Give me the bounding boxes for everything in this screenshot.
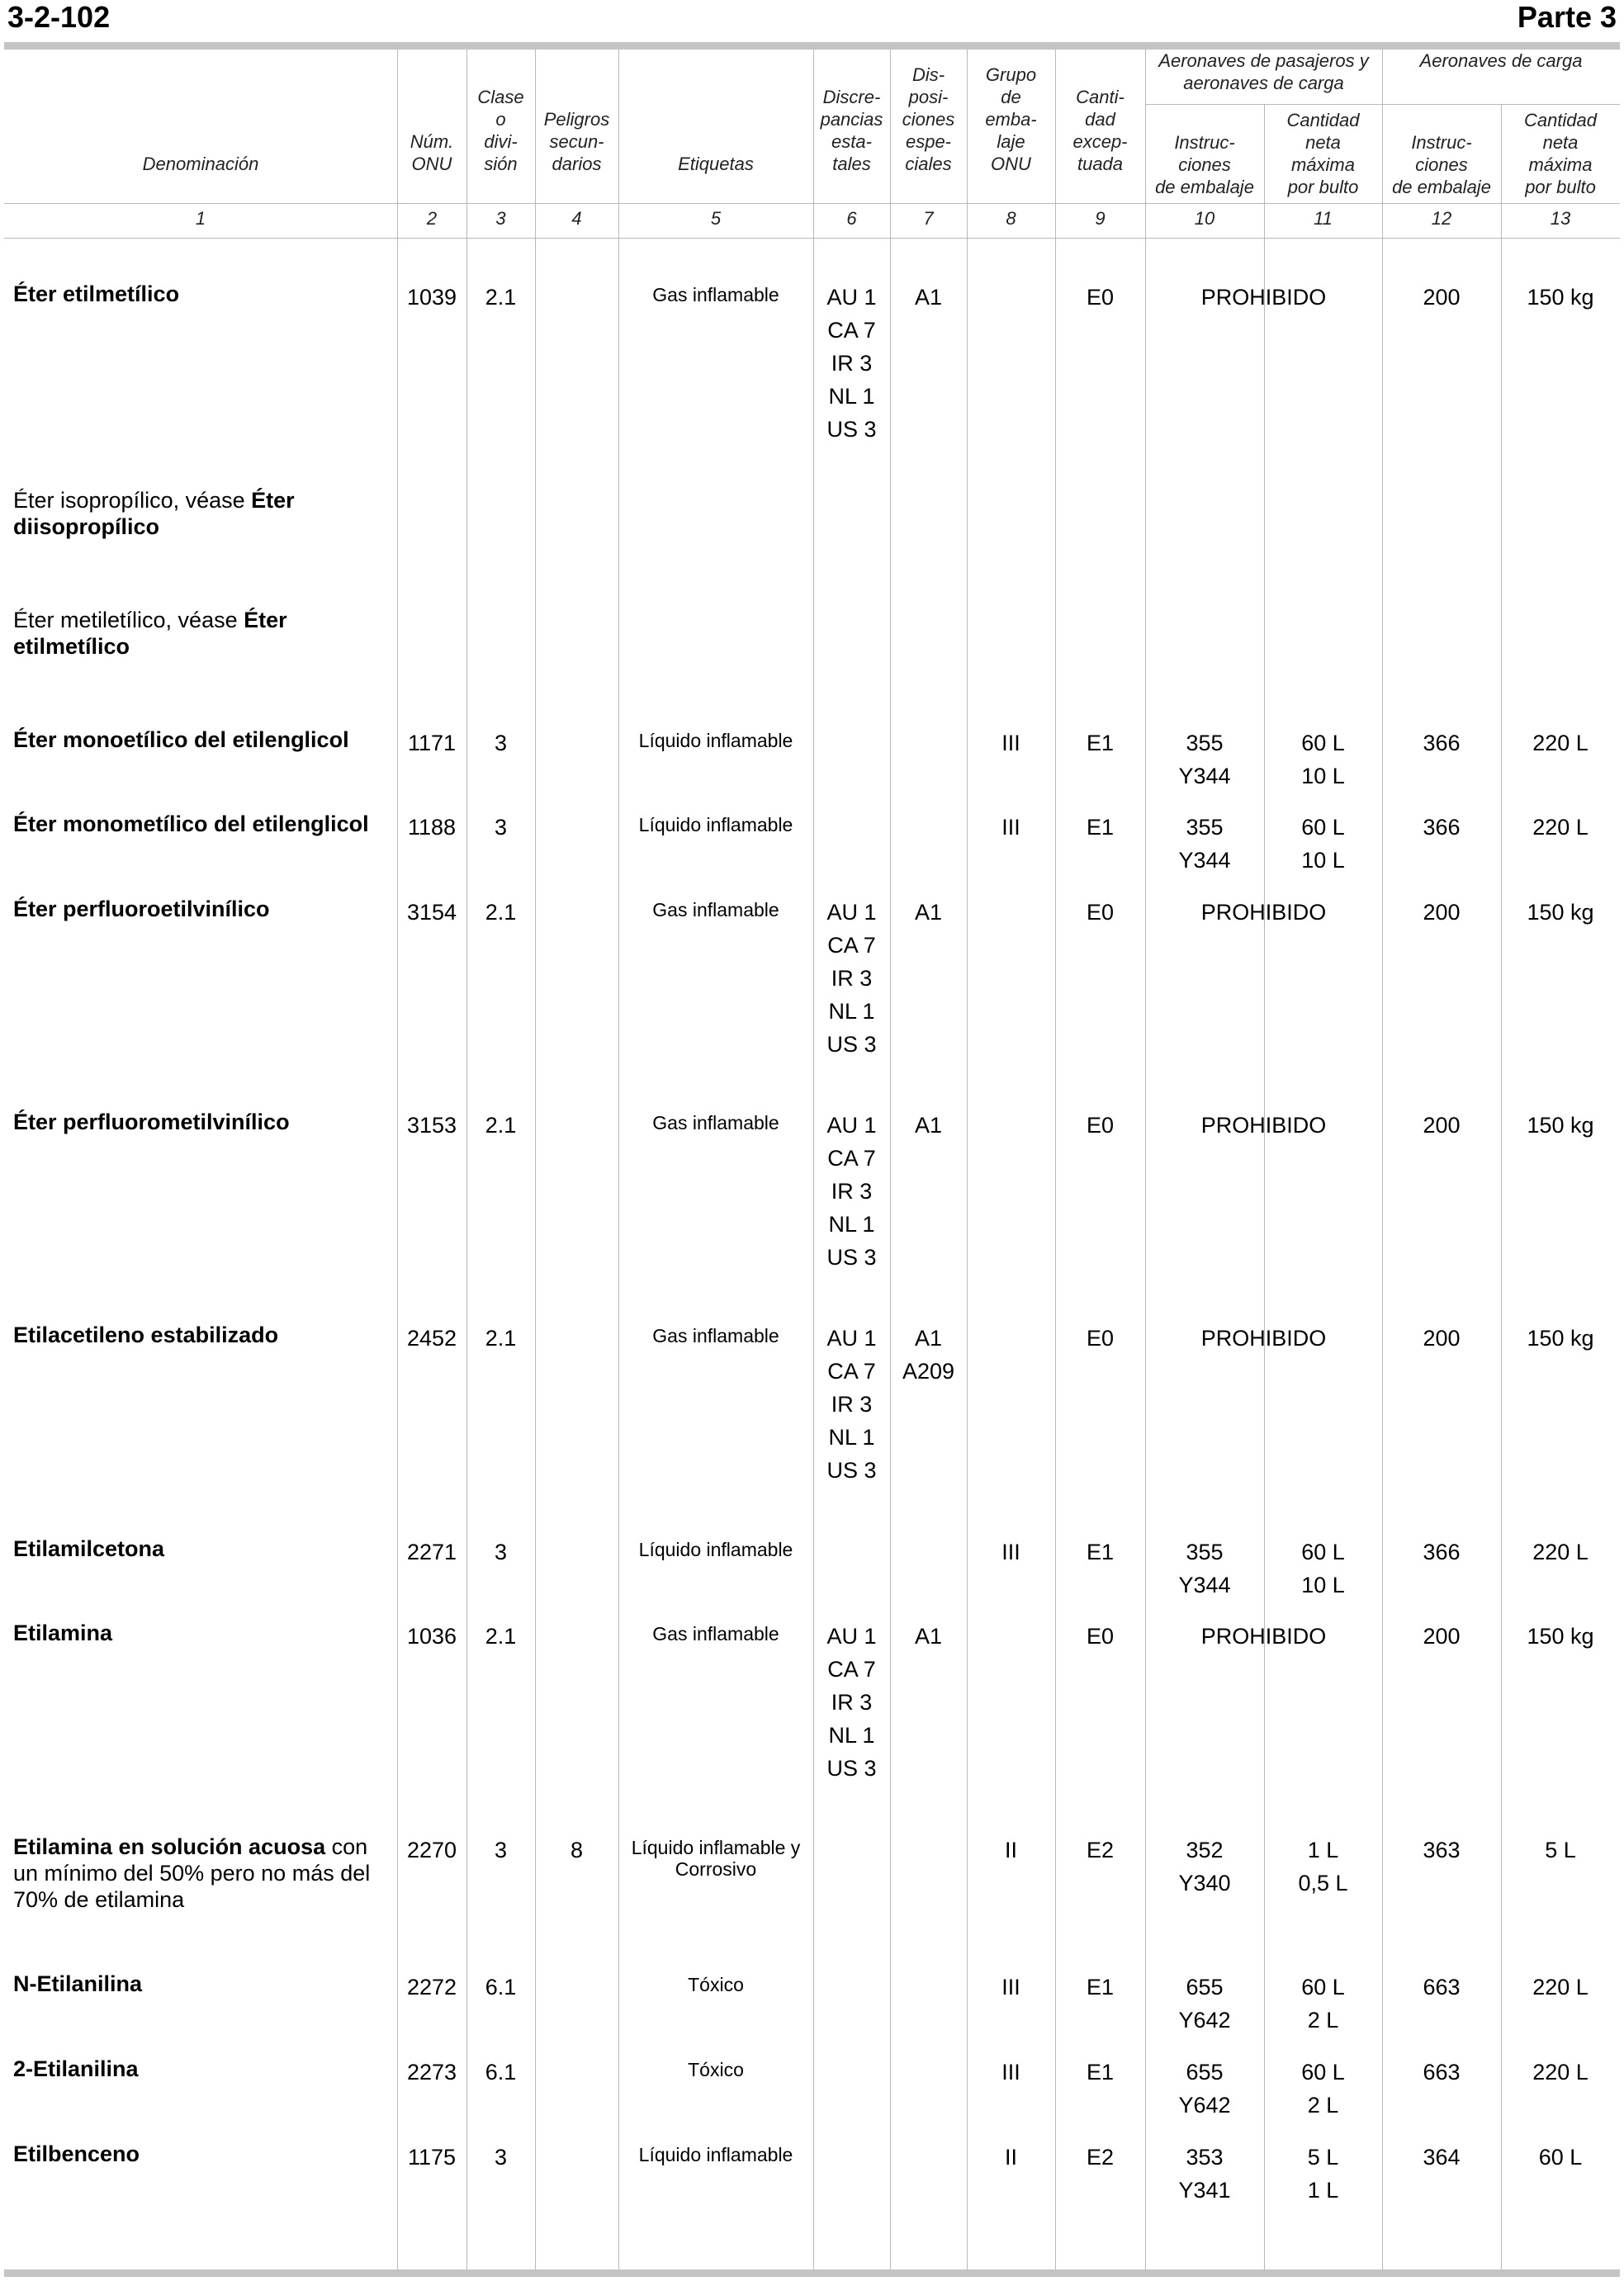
class-division: 2.1 bbox=[485, 1624, 517, 1649]
column-number: 7 bbox=[923, 208, 934, 229]
row-name: N-Etilanilina bbox=[13, 1971, 143, 1996]
row-name: Éter perfluoroetilvinílico bbox=[13, 897, 270, 921]
cargo-max-net-quantity: 220 L bbox=[1532, 1540, 1588, 1564]
passenger-prohibited: PROHIBIDO bbox=[1200, 1326, 1327, 1351]
part-label: Parte 3 bbox=[1517, 0, 1617, 34]
class-division: 2.1 bbox=[485, 1326, 517, 1351]
column-header-7: Dis- posi- ciones espe- ciales bbox=[902, 64, 955, 174]
class-division: 6.1 bbox=[485, 1975, 517, 1999]
hazard-label: Líquido inflamable bbox=[638, 1539, 793, 1560]
excepted-quantity: E0 bbox=[1086, 1624, 1115, 1649]
cargo-max-net-quantity: 220 L bbox=[1532, 731, 1588, 755]
cargo-packing-instruction: 200 bbox=[1423, 1624, 1461, 1649]
passenger-max-net-quantity: 60 L 10 L bbox=[1301, 1540, 1345, 1597]
passenger-max-net-quantity: 1 L 0,5 L bbox=[1298, 1838, 1348, 1895]
passenger-packing-instruction: 355 Y344 bbox=[1178, 815, 1231, 873]
class-division: 3 bbox=[494, 731, 508, 755]
cargo-packing-instruction: 364 bbox=[1423, 2145, 1461, 2170]
row-name: Éter perfluorometilvinílico bbox=[13, 1110, 290, 1134]
class-division: 2.1 bbox=[485, 900, 517, 925]
passenger-packing-instruction: 352 Y340 bbox=[1178, 1838, 1231, 1895]
un-number: 2271 bbox=[406, 1540, 457, 1564]
special-provisions: A1 A209 bbox=[902, 1326, 955, 1384]
hazard-label: Gas inflamable bbox=[652, 899, 779, 920]
class-division: 2.1 bbox=[485, 1113, 517, 1138]
column-header-3: Clase o divi- sión bbox=[477, 87, 524, 174]
excepted-quantity: E1 bbox=[1086, 1975, 1115, 1999]
excepted-quantity: E1 bbox=[1086, 1540, 1115, 1564]
column-header-4: Peligros secun- darios bbox=[543, 109, 610, 174]
excepted-quantity: E2 bbox=[1086, 2145, 1115, 2170]
cargo-packing-instruction: 200 bbox=[1423, 1326, 1461, 1351]
passenger-max-net-quantity: 5 L 1 L bbox=[1307, 2145, 1339, 2203]
special-provisions: A1 bbox=[914, 1624, 943, 1649]
state-variations: AU 1 CA 7 IR 3 NL 1 US 3 bbox=[826, 1624, 877, 1781]
group-header-passenger: Aeronaves de pasajeros y aeronaves de carga bbox=[1158, 50, 1369, 93]
passenger-packing-instruction: 353 Y341 bbox=[1178, 2145, 1231, 2203]
state-variations: AU 1 CA 7 IR 3 NL 1 US 3 bbox=[826, 900, 877, 1057]
un-number: 1171 bbox=[407, 731, 457, 755]
hazard-label: Gas inflamable bbox=[652, 284, 779, 305]
un-number: 1039 bbox=[406, 285, 457, 310]
class-division: 3 bbox=[494, 1838, 508, 1862]
class-division: 6.1 bbox=[485, 2060, 517, 2085]
column-number: 9 bbox=[1095, 208, 1106, 229]
column-header-6: Discre- pancias esta- tales bbox=[820, 87, 883, 174]
packing-group: II bbox=[1004, 1838, 1017, 1862]
un-number: 1188 bbox=[407, 815, 457, 840]
cargo-packing-instruction: 663 bbox=[1423, 1975, 1461, 1999]
excepted-quantity: E1 bbox=[1086, 815, 1115, 840]
hazard-label: Gas inflamable bbox=[652, 1112, 779, 1133]
special-provisions: A1 bbox=[914, 900, 943, 925]
group-header-cargo: Aeronaves de carga bbox=[1419, 50, 1583, 71]
excepted-quantity: E2 bbox=[1086, 1838, 1115, 1862]
passenger-packing-instruction: 655 Y642 bbox=[1178, 2060, 1231, 2118]
cargo-packing-instruction: 366 bbox=[1423, 731, 1461, 755]
column-number: 11 bbox=[1314, 208, 1333, 229]
column-divider bbox=[967, 50, 968, 2269]
state-variations: AU 1 CA 7 IR 3 NL 1 US 3 bbox=[826, 1326, 877, 1483]
row-name: Etilbenceno bbox=[13, 2141, 140, 2166]
column-number: 5 bbox=[710, 208, 722, 229]
row-name: Éter monoetílico del etilenglicol bbox=[13, 727, 349, 752]
cargo-max-net-quantity: 60 L bbox=[1538, 2145, 1583, 2170]
excepted-quantity: E0 bbox=[1086, 285, 1115, 310]
column-header-5: Etiquetas bbox=[678, 154, 754, 174]
passenger-prohibited: PROHIBIDO bbox=[1200, 900, 1327, 925]
un-number: 1175 bbox=[407, 2145, 457, 2170]
group-header-divider bbox=[1145, 104, 1620, 105]
column-header-13: Cantidad neta máxima por bulto bbox=[1523, 110, 1598, 197]
column-number: 1 bbox=[195, 208, 206, 229]
state-variations: AU 1 CA 7 IR 3 NL 1 US 3 bbox=[826, 1113, 877, 1270]
header-divider bbox=[4, 203, 1620, 204]
passenger-max-net-quantity: 60 L 10 L bbox=[1301, 815, 1345, 873]
row-name: Etilamina bbox=[13, 1621, 113, 1645]
section-code: 3-2-102 bbox=[7, 0, 111, 34]
column-header-11: Cantidad neta máxima por bulto bbox=[1286, 110, 1360, 197]
column-divider bbox=[1501, 105, 1502, 2269]
column-header-8: Grupo de emba- laje ONU bbox=[985, 64, 1037, 174]
bottom-rule bbox=[4, 2269, 1620, 2277]
excepted-quantity: E0 bbox=[1086, 1326, 1115, 1351]
packing-group: II bbox=[1004, 2145, 1017, 2170]
special-provisions: A1 bbox=[914, 285, 943, 310]
column-header-10: Instruc- ciones de embalaje bbox=[1155, 132, 1254, 197]
column-number: 12 bbox=[1431, 208, 1452, 229]
passenger-packing-instruction: 655 Y642 bbox=[1178, 1975, 1231, 2033]
packing-group: III bbox=[1001, 731, 1020, 755]
column-divider bbox=[1382, 50, 1383, 2269]
cargo-max-net-quantity: 150 kg bbox=[1527, 285, 1594, 310]
column-divider bbox=[535, 50, 536, 2269]
hazard-label: Gas inflamable bbox=[652, 1325, 779, 1346]
class-division: 2.1 bbox=[485, 285, 517, 310]
column-header-9: Canti- dad excep- tuada bbox=[1072, 87, 1128, 174]
cargo-packing-instruction: 366 bbox=[1423, 1540, 1461, 1564]
row-name: Éter metiletílico, véase Éter etilmetílico bbox=[13, 608, 287, 659]
un-number: 1036 bbox=[406, 1624, 457, 1649]
un-number: 2273 bbox=[406, 2060, 457, 2085]
top-rule bbox=[4, 42, 1620, 50]
hazard-label: Líquido inflamable bbox=[638, 814, 793, 835]
row-name: Etilamilcetona bbox=[13, 1536, 165, 1561]
excepted-quantity: E1 bbox=[1086, 2060, 1115, 2085]
passenger-packing-instruction: 355 Y344 bbox=[1178, 1540, 1231, 1597]
hazard-label: Gas inflamable bbox=[652, 1623, 779, 1644]
packing-group: III bbox=[1001, 1540, 1020, 1564]
un-number: 2270 bbox=[406, 1838, 457, 1862]
cargo-max-net-quantity: 150 kg bbox=[1527, 1113, 1594, 1138]
excepted-quantity: E1 bbox=[1086, 731, 1115, 755]
cargo-max-net-quantity: 5 L bbox=[1545, 1838, 1576, 1862]
column-number: 6 bbox=[846, 208, 857, 229]
cargo-packing-instruction: 663 bbox=[1423, 2060, 1461, 2085]
special-provisions: A1 bbox=[914, 1113, 943, 1138]
column-divider bbox=[890, 50, 891, 2269]
column-divider bbox=[397, 50, 398, 2269]
packing-group: III bbox=[1001, 815, 1020, 840]
hazard-label: Líquido inflamable y Corrosivo bbox=[631, 1837, 801, 1880]
class-division: 3 bbox=[494, 1540, 508, 1564]
row-name: Éter isopropílico, véase Éter diisopropílico bbox=[13, 488, 295, 539]
row-name: 2-Etilanilina bbox=[13, 2056, 139, 2081]
column-number-divider bbox=[4, 238, 1620, 239]
cargo-max-net-quantity: 220 L bbox=[1532, 1975, 1588, 1999]
un-number: 3154 bbox=[406, 900, 457, 925]
subsidiary-hazard: 8 bbox=[570, 1838, 584, 1862]
passenger-prohibited: PROHIBIDO bbox=[1200, 1624, 1327, 1649]
column-header-12: Instruc- ciones de embalaje bbox=[1392, 132, 1491, 197]
cargo-packing-instruction: 363 bbox=[1423, 1838, 1461, 1862]
column-number: 3 bbox=[495, 208, 506, 229]
column-number: 2 bbox=[426, 208, 438, 229]
passenger-prohibited: PROHIBIDO bbox=[1200, 285, 1327, 310]
un-number: 2452 bbox=[406, 1326, 457, 1351]
column-divider bbox=[1055, 50, 1056, 2269]
excepted-quantity: E0 bbox=[1086, 900, 1115, 925]
row-name: Etilacetileno estabilizado bbox=[13, 1323, 279, 1347]
cargo-max-net-quantity: 150 kg bbox=[1527, 1326, 1594, 1351]
row-name: Etilamina en solución acuosa con un mínimo del 50% pero no más del 70% de etilamina bbox=[13, 1834, 371, 1912]
cargo-packing-instruction: 200 bbox=[1423, 1113, 1461, 1138]
packing-group: III bbox=[1001, 1975, 1020, 1999]
passenger-max-net-quantity: 60 L 2 L bbox=[1301, 2060, 1345, 2118]
column-divider bbox=[618, 50, 619, 2269]
passenger-prohibited: PROHIBIDO bbox=[1200, 1113, 1327, 1138]
hazard-label: Líquido inflamable bbox=[638, 2144, 793, 2165]
column-number: 13 bbox=[1550, 208, 1571, 229]
packing-group: III bbox=[1001, 2060, 1020, 2085]
column-number: 4 bbox=[571, 208, 582, 229]
hazard-label: Líquido inflamable bbox=[638, 730, 793, 751]
passenger-max-net-quantity: 60 L 2 L bbox=[1301, 1975, 1345, 2033]
hazard-label: Tóxico bbox=[688, 1974, 744, 1995]
column-number: 10 bbox=[1194, 208, 1215, 229]
class-division: 3 bbox=[494, 2145, 508, 2170]
cargo-max-net-quantity: 150 kg bbox=[1527, 900, 1594, 925]
column-divider bbox=[1145, 50, 1146, 2269]
excepted-quantity: E0 bbox=[1086, 1113, 1115, 1138]
state-variations: AU 1 CA 7 IR 3 NL 1 US 3 bbox=[826, 285, 877, 442]
passenger-packing-instruction: 355 Y344 bbox=[1178, 731, 1231, 788]
passenger-max-net-quantity: 60 L 10 L bbox=[1301, 731, 1345, 788]
un-number: 2272 bbox=[406, 1975, 457, 1999]
column-header-2: Núm. ONU bbox=[410, 131, 454, 174]
column-number: 8 bbox=[1006, 208, 1016, 229]
cargo-packing-instruction: 366 bbox=[1423, 815, 1461, 840]
cargo-max-net-quantity: 220 L bbox=[1532, 815, 1588, 840]
row-name: Éter etilmetílico bbox=[13, 282, 180, 306]
un-number: 3153 bbox=[406, 1113, 457, 1138]
hazard-label: Tóxico bbox=[688, 2059, 744, 2080]
row-name: Éter monometílico del etilenglicol bbox=[13, 812, 369, 836]
column-divider bbox=[1264, 105, 1265, 2269]
cargo-packing-instruction: 200 bbox=[1423, 900, 1461, 925]
column-divider bbox=[466, 50, 467, 2269]
cargo-packing-instruction: 200 bbox=[1423, 285, 1461, 310]
cargo-max-net-quantity: 220 L bbox=[1532, 2060, 1588, 2085]
cargo-max-net-quantity: 150 kg bbox=[1527, 1624, 1594, 1649]
class-division: 3 bbox=[494, 815, 508, 840]
column-header-1: Denominación bbox=[142, 154, 259, 174]
